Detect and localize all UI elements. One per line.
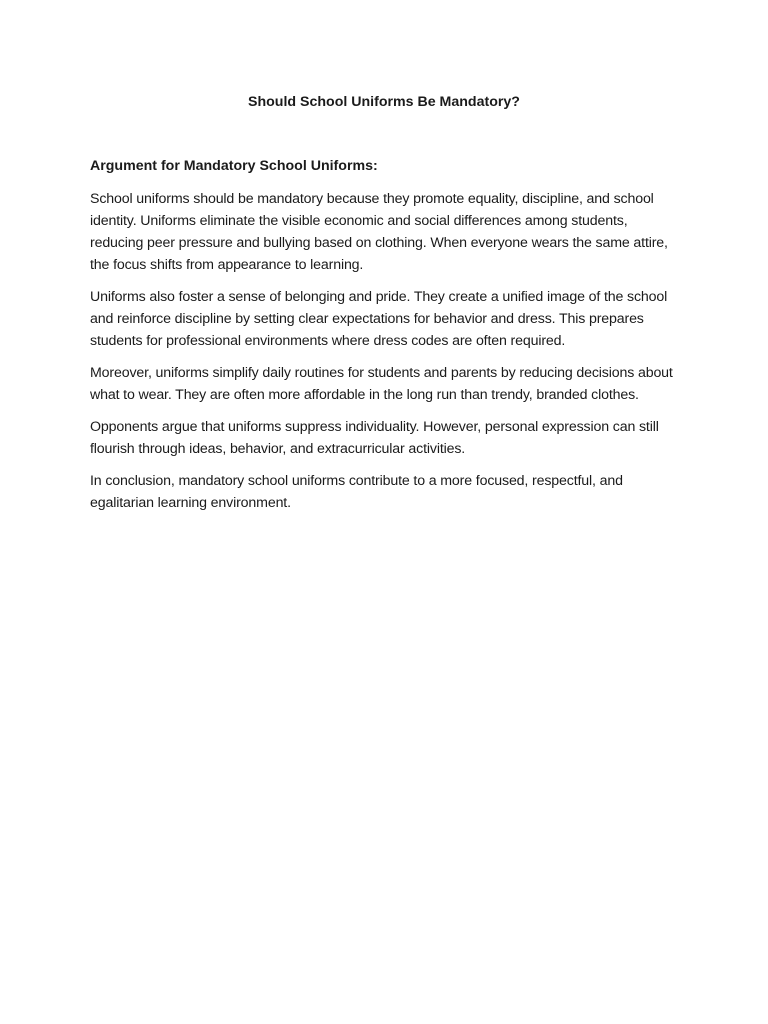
section-heading: Argument for Mandatory School Uniforms: [90, 158, 378, 174]
paragraph-routines: Moreover, uniforms simplify daily routines for students and parents by reducing decisions about what to wear. They are often more affordable in the long run than trendy, branded clothes. [90, 365, 673, 403]
paragraph-belonging: Uniforms also foster a sense of belonging and pride. They create a unified image of the school and reinforce discipline by setting clear expectations for behavior and dress. This prepares students for professional environments where dress codes are often required. [90, 289, 668, 349]
paragraph-conclusion: In conclusion, mandatory school uniforms contribute to a more focused, respectful, and egalitarian learning environment. [90, 473, 623, 511]
paragraph-opponents: Opponents argue that uniforms suppress individuality. However, personal expression can still flourish through ideas, behavior, and extracurricular activities. [90, 419, 659, 457]
document-body [90, 156, 682, 524]
paragraph-equality: School uniforms should be mandatory because they promote equality, discipline, and school identity. Uniforms eliminate the visible economic and social differences among students, reducing peer pressure and bullying based on clothing. When everyone wears the same attire, the focus shifts from appearance to learning. [90, 191, 668, 273]
document-title: Should School Uniforms Be Mandatory? [248, 94, 520, 110]
